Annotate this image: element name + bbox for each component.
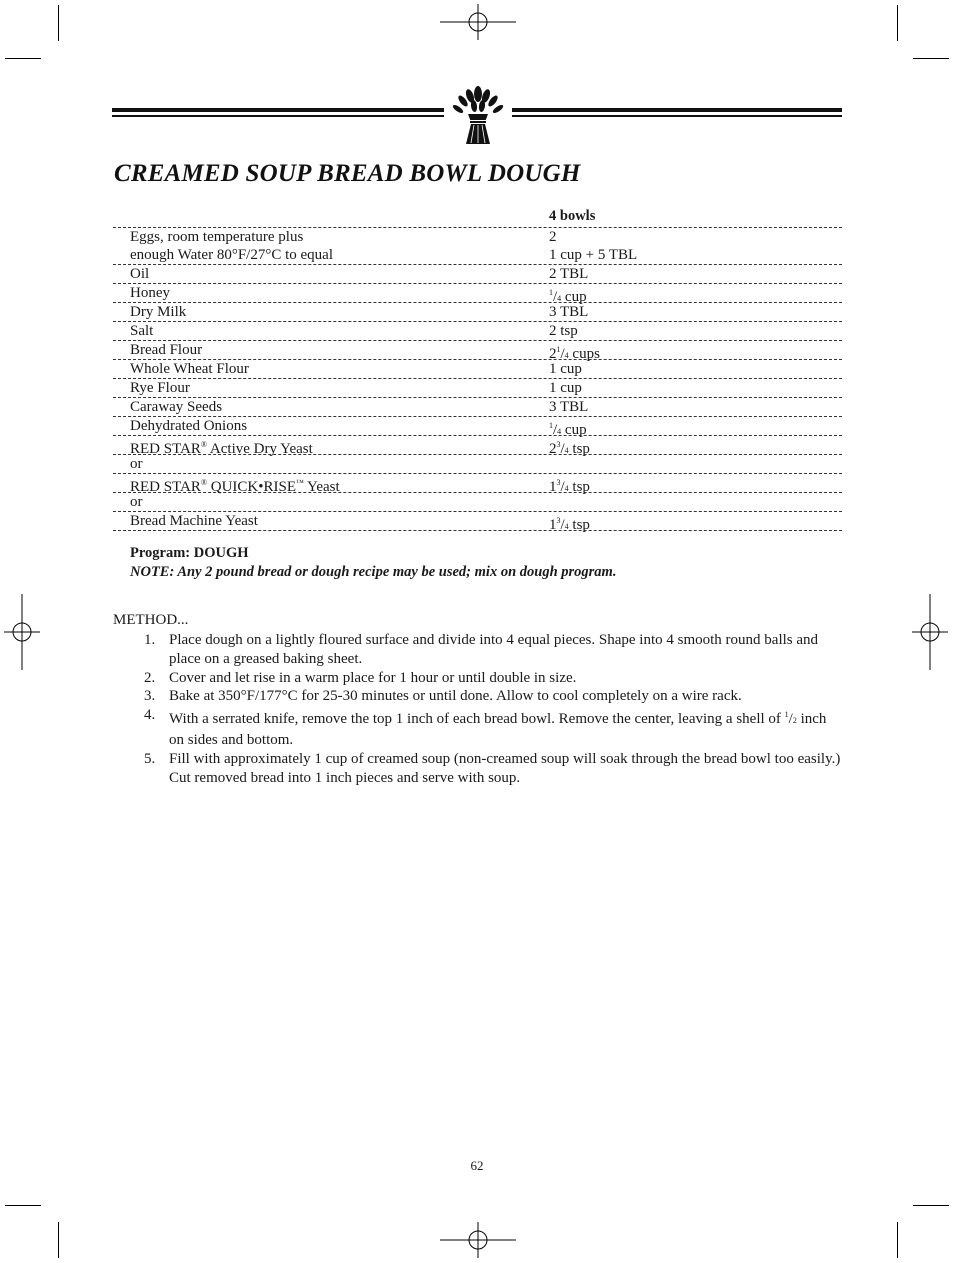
page-number: 62 (470, 1158, 484, 1173)
crop-mark (913, 1205, 949, 1206)
step-text: With a serrated knife, remove the top 1 inch of each bread bowl. Remove the center, leaving a shell of $^1$/2 inch on sides and bottom. (169, 710, 827, 748)
crop-mark (897, 1222, 898, 1258)
yield-header: 4 bowls (549, 208, 596, 224)
crop-mark (913, 58, 949, 59)
ingredient-name: Rye Flour (130, 380, 190, 396)
ingredient-name: Caraway Seeds (130, 399, 223, 415)
method-step (113, 669, 843, 688)
page-title: CREAMED SOUP BREAD BOWL DOUGH (114, 160, 581, 187)
ingredient-amount: $^1$/4 cup (549, 421, 587, 438)
crop-mark (58, 1222, 59, 1258)
step-text: Fill with approximately 1 cup of creamed soup (non-creamed soup will soak through the bread bowl too easily.) Cut removed bread into 1 inch pieces and serve with soup. (169, 750, 841, 786)
ingredient-row (113, 455, 842, 474)
crop-mark (58, 5, 59, 41)
ingredient-row (113, 303, 842, 322)
ingredient-amount: $2^1/4$ cups (549, 345, 600, 362)
ingredient-name: Dehydrated Onions (130, 418, 248, 434)
ingredient-row (113, 379, 842, 398)
ingredient-name: Salt (130, 323, 154, 339)
step-number: 3. (144, 688, 156, 705)
ingredient-amount: 2 TBL (549, 266, 589, 282)
ingredient-amount: $1^3/4$ tsp (549, 478, 590, 495)
ingredient-row (113, 417, 842, 436)
step-number: 1. (144, 632, 156, 648)
crosshair-registration-icon (440, 4, 516, 40)
step-number: 4. (144, 707, 156, 724)
ingredient-amount: 2 1 cup + 5 TBL (549, 229, 638, 263)
crosshair-registration-icon (4, 594, 40, 670)
ingredient-name: RED STAR® QUICK•RISE™ Yeast (130, 478, 340, 495)
crop-mark (5, 1205, 41, 1206)
ingredient-amount: 1 cup (549, 361, 582, 377)
ingredient-row (113, 228, 842, 265)
crosshair-registration-icon (912, 594, 948, 670)
method-steps (113, 631, 843, 787)
step-number: 2. (144, 669, 156, 686)
program-label: Program: DOUGH (130, 545, 249, 561)
ingredient-row (113, 265, 842, 284)
ingredient-name: Bread Machine Yeast (130, 513, 258, 529)
step-text: Place dough on a lightly floured surface and divide into 4 equal pieces. Shape into 4 smooth round balls and place on a greased baking sheet. (169, 632, 819, 667)
ingredient-name: or (130, 494, 143, 510)
wheat-sheaf-icon (450, 84, 506, 146)
ingredient-name: Eggs, room temperature plus enough Water 80°F/27°C to equal (130, 229, 333, 263)
ingredient-amount: $2^3/4$ tsp (549, 440, 590, 457)
ingredient-name: Bread Flour (130, 342, 203, 358)
step-number: 5. (144, 750, 156, 767)
ingredient-row (113, 474, 842, 493)
ingredient-row (113, 493, 842, 512)
step-text: Bake at 350°F/177°C for 25-30 minutes or until done. Allow to cool completely on a wire rack. (169, 688, 742, 705)
method-label: METHOD... (113, 612, 189, 628)
ingredient-amount: $1^3/4$ tsp (549, 516, 590, 533)
ingredient-name: RED STAR® Active Dry Yeast (130, 440, 313, 457)
ingredient-name: Oil (130, 266, 150, 282)
ingredient-row (113, 512, 842, 531)
crop-mark (5, 58, 41, 59)
ingredient-row (113, 284, 842, 303)
ingredient-name: Dry Milk (130, 304, 187, 320)
method-step (113, 631, 843, 669)
ingredient-amount: 3 TBL (549, 399, 589, 415)
ingredient-row (113, 360, 842, 379)
ingredient-amount: 3 TBL (549, 304, 589, 320)
ingredient-row (113, 341, 842, 360)
step-text: Cover and let rise in a warm place for 1 hour or until double in size. (169, 669, 577, 686)
ingredient-row (113, 398, 842, 417)
ingredient-name: or (130, 456, 143, 472)
method-step (113, 706, 843, 750)
ingredient-amount: $^1$/4 cup (549, 288, 587, 305)
crop-mark (897, 5, 898, 41)
method-step (113, 750, 843, 788)
method-step (113, 687, 843, 706)
ingredient-amount: 1 cup (549, 380, 582, 396)
ingredient-table (113, 227, 842, 531)
ingredient-row (113, 322, 842, 341)
recipe-note: NOTE: Any 2 pound bread or dough recipe may be used; mix on dough program. (130, 564, 617, 580)
crosshair-registration-icon (440, 1222, 516, 1258)
ingredient-name: Whole Wheat Flour (130, 361, 249, 377)
ingredient-amount: 2 tsp (549, 323, 578, 339)
ingredient-name: Honey (130, 285, 170, 301)
ingredient-row (113, 436, 842, 455)
